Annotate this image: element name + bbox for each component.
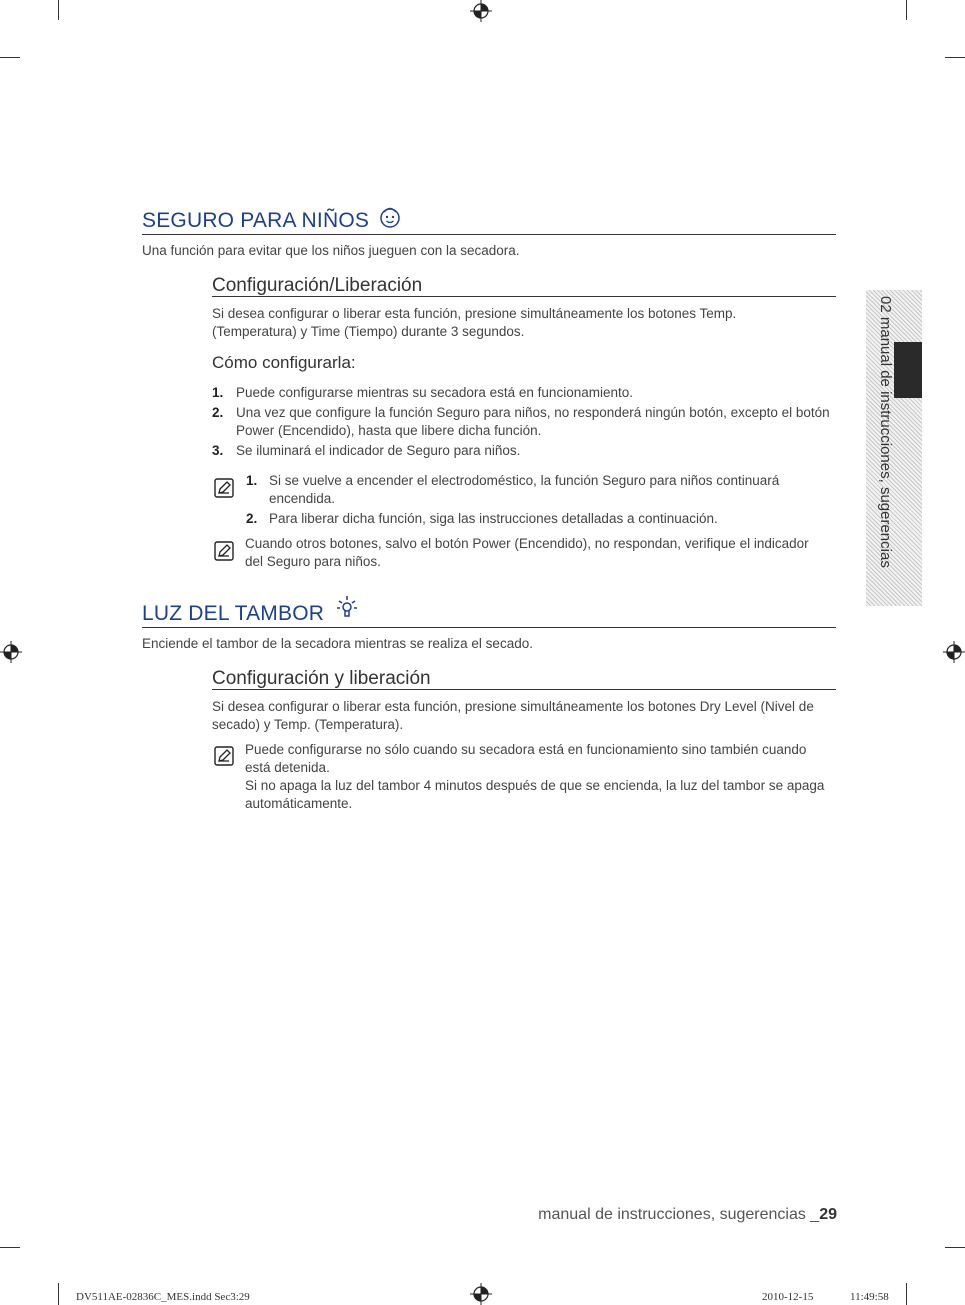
crop-mark	[0, 1247, 20, 1248]
chapter-side-tab-label: 02 manual de instrucciones, sugerencias	[877, 296, 894, 568]
list-number: 3.	[212, 443, 224, 458]
chapter-side-tab-marker	[894, 342, 922, 398]
section-intro: Enciende el tambor de la secadora mientras se realiza el secado.	[142, 636, 533, 651]
note-icon	[214, 746, 234, 766]
page-footer	[538, 1206, 837, 1224]
list-item	[212, 384, 836, 402]
list-number: 2.	[246, 511, 258, 526]
list-item	[212, 404, 840, 440]
light-bulb-icon	[334, 592, 360, 622]
page-number: 29	[819, 1206, 837, 1223]
child-face-icon	[375, 203, 405, 231]
registration-mark-icon	[0, 641, 22, 663]
note-list-item	[246, 472, 829, 508]
list-text: Una vez que configure la función Seguro para niños, no responderá ningún botón, excepto el botón Power (Encendido), hasta que libere dicha función.	[236, 405, 830, 438]
crop-mark	[906, 1283, 907, 1305]
list-number: 2.	[212, 405, 224, 420]
note-icon	[214, 541, 234, 561]
crop-mark	[906, 0, 907, 20]
list-text: Para liberar dicha función, siga las instrucciones detalladas a continuación.	[269, 511, 718, 526]
list-text: Si se vuelve a encender el electrodoméstico, la función Seguro para niños continuará encendida.	[269, 473, 780, 506]
list-item	[212, 442, 836, 460]
registration-mark-icon	[470, 1283, 492, 1305]
note-text: Cuando otros botones, salvo el botón Power (Encendido), no respondan, verifique el indicador del Seguro para niños.	[245, 536, 809, 569]
print-slug-date: 2010-12-15	[762, 1291, 814, 1303]
registration-mark-icon	[943, 641, 965, 663]
section-intro: Una función para evitar que los niños jueguen con la secadora.	[142, 243, 520, 258]
note-list-item	[246, 510, 829, 528]
subsection-title-setting: Configuración y liberación	[212, 668, 431, 689]
setting-text: Si desea configurar o liberar esta función, presione simultáneamente los botones Temp. (Temperatura) y Time (Tiempo) durante 3 segundos.	[212, 306, 737, 339]
note-text: Si no apaga la luz del tambor 4 minutos después de que se encienda, la luz del tambor se apaga automáticamente.	[245, 778, 825, 811]
crop-mark	[58, 0, 59, 20]
print-slug-file: DV511AE-02836C_MES.indd Sec3:29	[76, 1291, 250, 1303]
section-rule	[142, 627, 836, 628]
subsection-title-setting: Configuración/Liberación	[212, 275, 423, 296]
subsection-rule	[212, 689, 836, 690]
registration-mark-icon	[470, 0, 492, 22]
crop-mark	[945, 1247, 965, 1248]
print-slug-time: 11:49:58	[850, 1291, 889, 1303]
crop-mark	[58, 1283, 59, 1305]
setting-text: Si desea configurar o liberar esta función, presione simultáneamente los botones Dry Level (Nivel de secado) y Temp. (Temperatura).	[212, 699, 814, 732]
section-rule	[142, 234, 836, 235]
section-title-drum-light: LUZ DEL TAMBOR	[142, 602, 325, 625]
list-number: 1.	[212, 385, 224, 400]
section-title-child-lock: SEGURO PARA NIÑOS	[142, 209, 370, 232]
crop-mark	[0, 57, 20, 58]
footer-text: manual de instrucciones, sugerencias _	[538, 1206, 820, 1223]
note-text: Puede configurarse no sólo cuando su secadora está en funcionamiento sino también cuando está detenida.	[245, 742, 807, 775]
subsection-rule	[212, 296, 836, 297]
subsection-title-how-to: Cómo configurarla:	[212, 353, 356, 372]
note-icon	[214, 478, 234, 498]
list-number: 1.	[246, 473, 258, 488]
crop-mark	[945, 57, 965, 58]
list-text: Se iluminará el indicador de Seguro para niños.	[236, 443, 521, 458]
list-text: Puede configurarse mientras su secadora está en funcionamiento.	[236, 385, 633, 400]
